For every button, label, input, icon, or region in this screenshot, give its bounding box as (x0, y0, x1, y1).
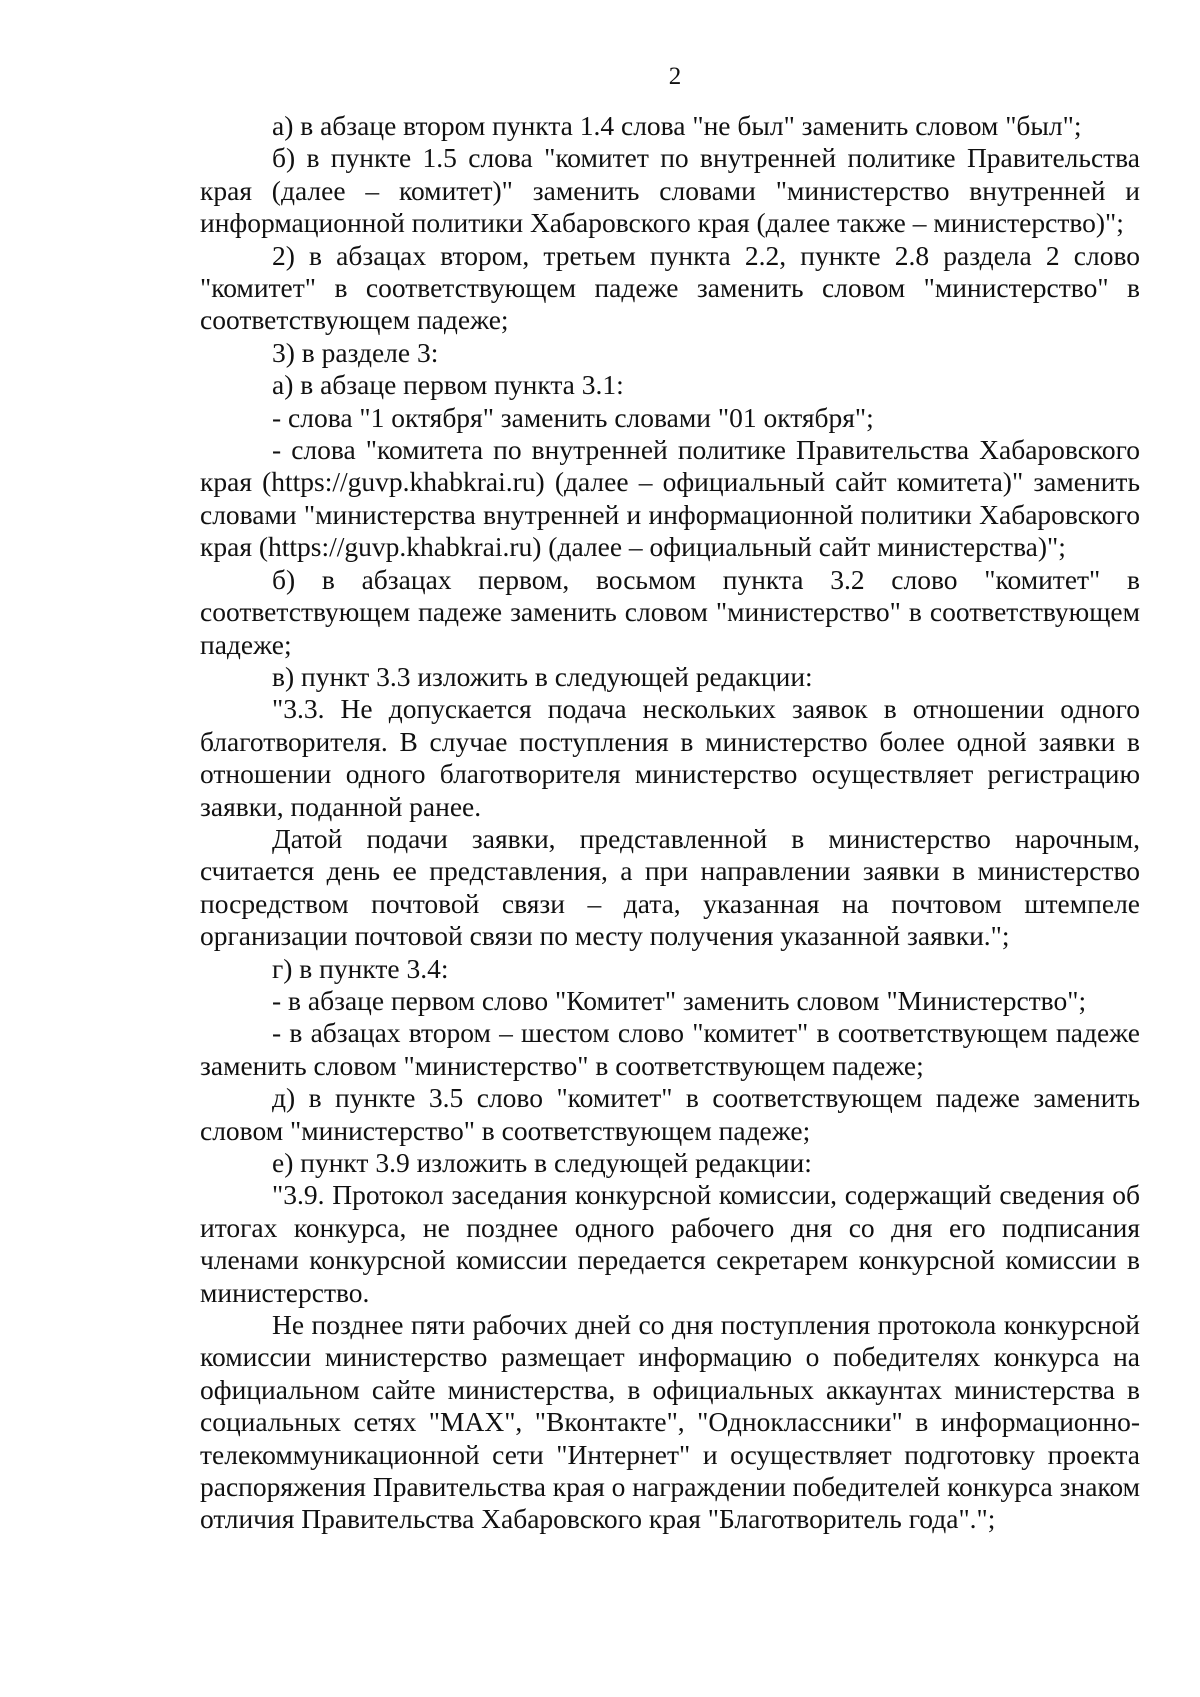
paragraph: б) в абзацах первом, восьмом пункта 3.2 слово "комитет" в соответствующем падеже заменить словом "министерство" в соответствующем падеже; (200, 563, 1140, 660)
paragraph: 3) в разделе 3: (272, 336, 439, 368)
paragraph: а) в абзаце втором пункта 1.4 слова "не был" заменить словом "был"; (272, 110, 1082, 141)
paragraph: - в абзацах втором – шестом слово "комитет" в соответствующем падеже заменить словом "министерство" в соответствующем падеже; (200, 1017, 1140, 1081)
paragraph: г) в пункте 3.4: (272, 952, 449, 984)
paragraph: - слова "комитета по внутренней политике Правительства Хабаровского края (https://guvp.khabkrai.ru) (далее – официальный сайт комитета)" заменить словами "министерства внутренней и информационной политики Хабаровского края (https://guvp.khabkrai.ru) (далее – официальный сайт министерства)"; (200, 434, 1140, 563)
paragraph: е) пункт 3.9 изложить в следующей редакции: (272, 1147, 812, 1178)
paragraph: - слова "1 октября" заменить словами "01 октября"; (272, 401, 874, 433)
paragraph: д) в пункте 3.5 слово "комитет" в соответствующем падеже заменить словом "министерство" в соответствующем падеже; (200, 1082, 1140, 1146)
paragraph: "3.9. Протокол заседания конкурсной комиссии, содержащий сведения об итогах конкурса, не позднее одного рабочего дня со дня его подписания членами конкурсной комиссии передается секретарем конкурсной комиссии в министерство. (200, 1179, 1140, 1308)
document-body (200, 110, 1140, 1536)
paragraph: а) в абзаце первом пункта 3.1: (272, 369, 624, 401)
paragraph: "3.3. Не допускается подача нескольких заявок в отношении одного благотворителя. В случае поступления в министерство более одной заявки в отношении одного благотворителя министерство осуществляет регистрацию заявки, поданной ранее. (200, 693, 1140, 822)
paragraph: Не позднее пяти рабочих дней со дня поступления протокола конкурсной комиссии министерство размещает информацию о победителях конкурса на официальном сайте министерства, в официальных аккаунтах министерства в социальных сетях "MAX", "Вконтакте", "Одноклассники" в информационно-телекоммуникационной сети "Интернет" и осуществляет подготовку проекта распоряжения Правительства края о награждении победителей конкурса знаком отличия Правительства Хабаровского края "Благотворитель года"."; (200, 1309, 1140, 1535)
paragraph: Датой подачи заявки, представленной в министерство нарочным, считается день ее представления, а при направлении заявки в министерство посредством почтовой связи – дата, указанная на почтовом штемпеле организации почтовой связи по месту получения указанной заявки."; (200, 822, 1140, 952)
page-number: 2 (668, 63, 682, 90)
paragraph: 2) в абзацах втором, третьем пункта 2.2, пункте 2.8 раздела 2 слово "комитет" в соответствующем падеже заменить словом "министерство" в соответствующем падеже; (200, 239, 1140, 336)
paragraph: б) в пункте 1.5 слова "комитет по внутренней политике Правительства края (далее – комитет)" заменить словами "министерство внутренней и информационной политики Хабаровского края (далее также – министерство)"; (200, 142, 1140, 239)
paragraph: в) пункт 3.3 изложить в следующей редакции: (272, 660, 813, 692)
paragraph: - в абзаце первом слово "Комитет" заменить словом "Министерство"; (272, 984, 1087, 1016)
